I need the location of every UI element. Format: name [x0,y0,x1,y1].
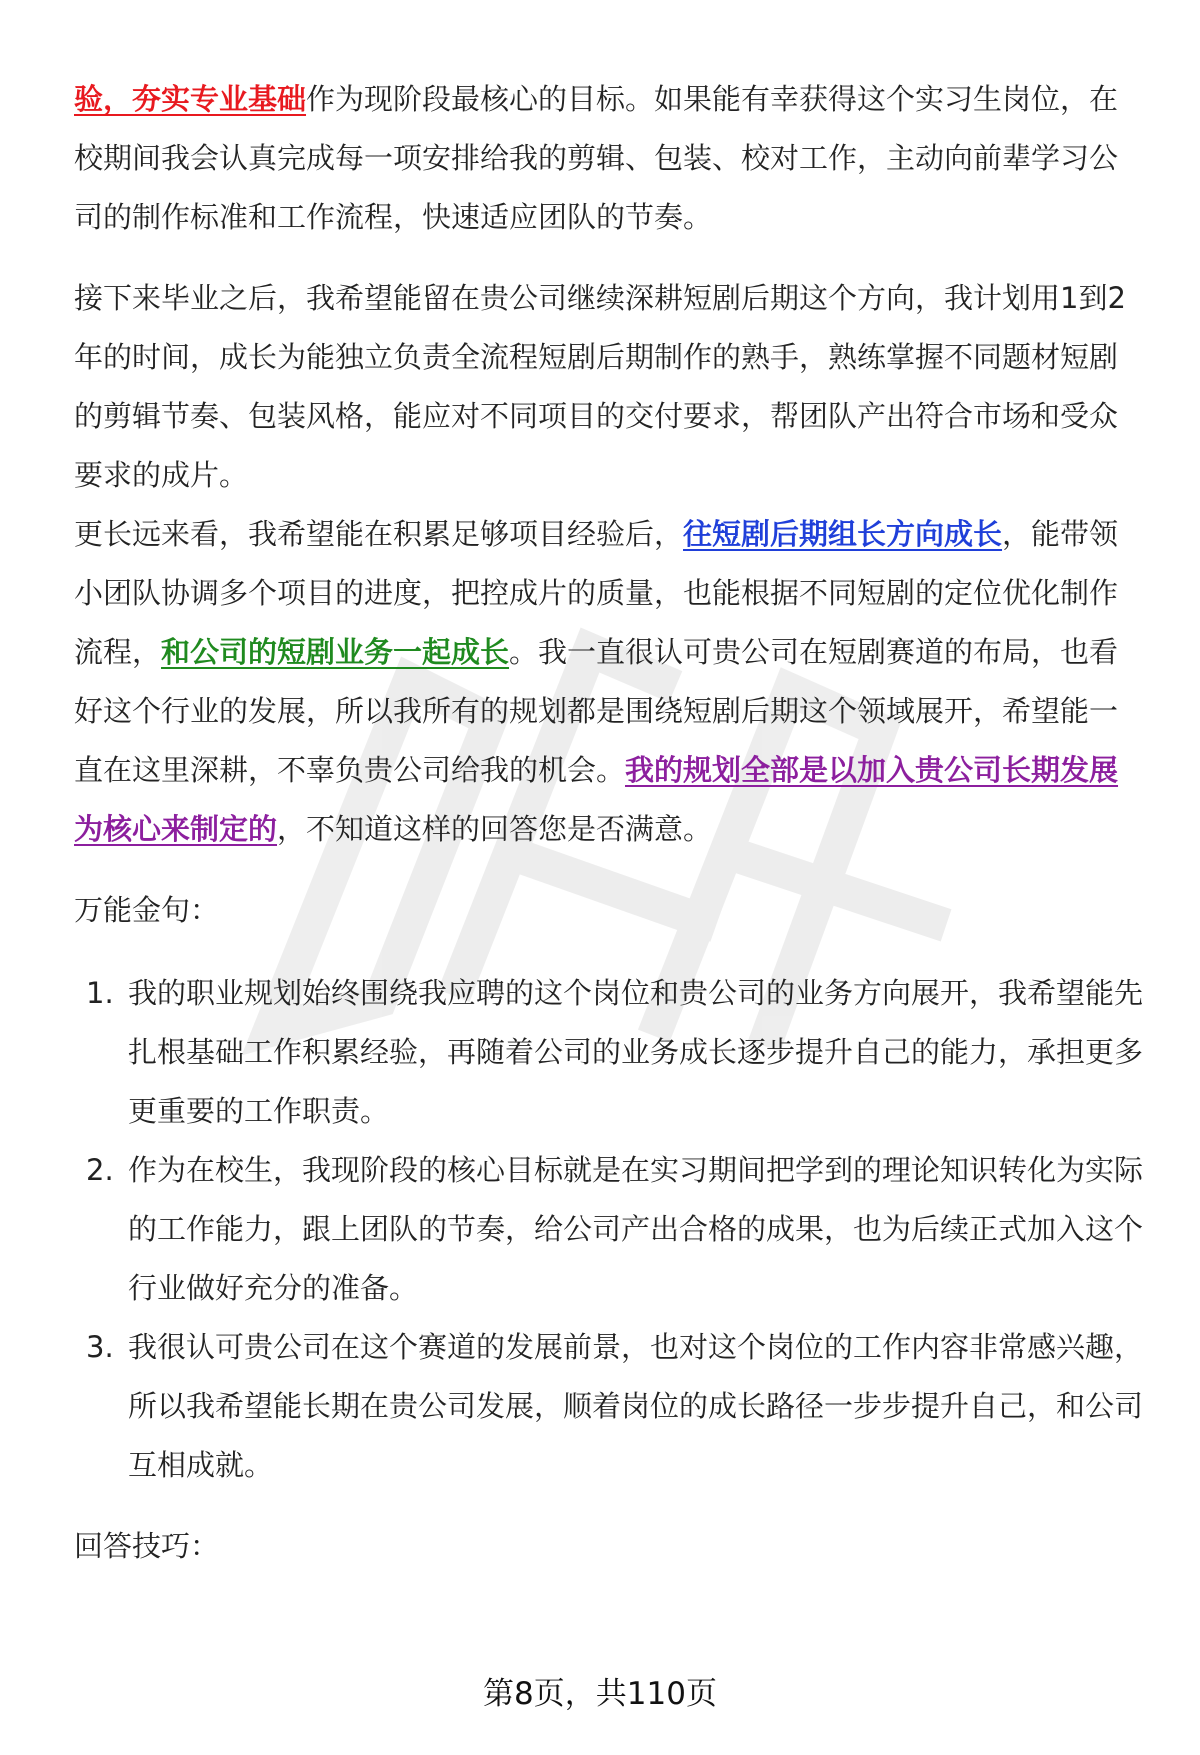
list-item-number: 1. [86,976,114,1010]
answer-tips-heading: 回答技巧： [74,1529,220,1563]
paragraph-2: 接下来毕业之后，我希望能留在贵公司继续深耕短剧后期这个方向，我计划用1到2年的时间，成长为能独立负责全流程短剧后期制作的熟手，熟练掌握不同题材短剧的剪辑节奏、包装风格，能应对不同项目的交付要求，帮团队产出符合市场和受众要求的成片。 [74,281,1126,492]
list-item-text: 作为在校生，我现阶段的核心目标就是在实习期间把学到的理论知识转化为实际的工作能力，跟上团队的节奏，给公司产出合格的成果，也为后续正式加入这个行业做好充分的准备。 [128,1153,1144,1305]
highlight-blue-text: 往短剧后期组长方向成长 [683,517,1003,551]
paragraph-3-part-1: 更长远来看，我希望能在积累足够项目经验后， [74,517,684,551]
paragraph-3-part-4: ，不知道这样的回答您是否满意。 [277,812,713,846]
document-body [74,70,1144,1576]
page-footer: 第8页，共110页 [483,1676,717,1712]
list-item-text: 我很认可贵公司在这个赛道的发展前景，也对这个岗位的工作内容非常感兴趣，所以我希望能长期在贵公司发展，顺着岗位的成长路径一步步提升自己，和公司互相成就。 [128,1330,1144,1482]
golden-sentences-heading: 万能金句： [74,893,220,927]
list-item-text: 我的职业规划始终围绕我应聘的这个岗位和贵公司的业务方向展开，我希望能先扎根基础工作积累经验，再随着公司的业务成长逐步提升自己的能力，承担更多更重要的工作职责。 [128,976,1144,1128]
list-item [74,1141,1144,1318]
paragraph-3 [74,505,1144,859]
paragraph-1 [74,70,1144,247]
list-item [74,964,1144,1141]
golden-sentences-list [74,964,1144,1495]
highlight-red-text: 验，夯实专业基础 [74,82,307,116]
highlight-green-text: 和公司的短剧业务一起成长 [161,635,510,669]
list-item [74,1318,1144,1495]
list-item-number: 3. [86,1330,114,1364]
paragraph-3-part-2: ，能带领小团队协调多个项目的进度，把控成片的质量，也能根据不同短剧的定位优化制作流程， [74,517,1119,669]
paragraph-3-part-3: 。我一直很认可贵公司在短剧赛道的布局，也看好这个行业的发展，所以我所有的规划都是围绕短剧后期这个领域展开，希望能一直在这里深耕，不辜负贵公司给我的机会。 [74,635,1119,787]
list-item-number: 2. [86,1153,114,1187]
paragraph-1-text: 作为现阶段最核心的目标。如果能有幸获得这个实习生岗位，在校期间我会认真完成每一项安排给我的剪辑、包装、校对工作，主动向前辈学习公司的制作标准和工作流程，快速适应团队的节奏。 [74,82,1119,234]
highlight-purple-text: 我的规划全部是以加入贵公司长期发展为核心来制定的 [74,753,1119,846]
